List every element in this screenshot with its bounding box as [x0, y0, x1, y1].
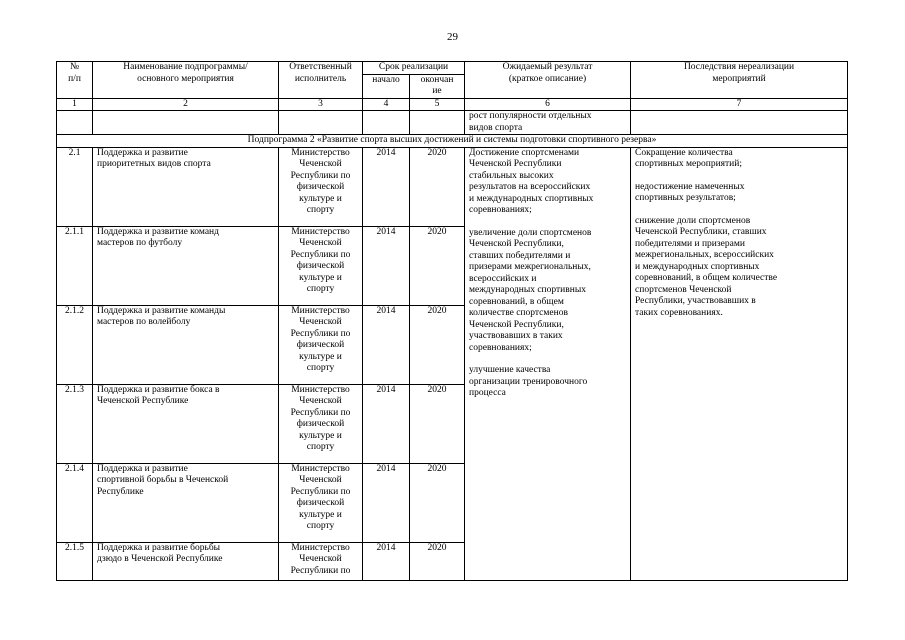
row-end: 2020 [410, 463, 465, 542]
row-num: 2.1.3 [57, 384, 93, 463]
col-num-4: 4 [363, 98, 410, 111]
row-num: 2.1 [57, 147, 93, 226]
row-end: 2020 [410, 384, 465, 463]
subprogram-row [57, 135, 848, 148]
row-start: 2014 [363, 542, 410, 580]
header-num: № п/п [57, 62, 93, 99]
expected-results [465, 147, 631, 580]
consequences [631, 147, 848, 580]
header-executor: Ответственный исполнитель [279, 62, 363, 99]
column-numbers-row [57, 98, 848, 111]
row-name: Поддержка и развитие спортивной борьбы в Чеченской Республике [93, 463, 279, 542]
result-item: увеличение доли спортсменов Чеченской Республики, ставших победителями и призерами межрегиональных, всероссийских и международных спортивных соревнований, в общем количестве спортсменов Чеченской Республики, участвовавших в таких соревнованиях; [469, 227, 592, 353]
subprogram-title: Подпрограмма 2 «Развитие спорта высших достижений и системы подготовки спортивного резерва» [57, 135, 848, 148]
row-end: 2020 [410, 542, 465, 580]
col-num-5: 5 [410, 98, 465, 111]
row-start: 2014 [363, 305, 410, 384]
result-item: Достижение спортсменами Чеченской Республики стабильных высоких результатов на всероссийских и международных спортивных соревнованиях; [469, 147, 594, 215]
continuation-row [57, 111, 848, 135]
row-executor: Министерство Чеченской Республики по физической культуре и спорту [279, 305, 363, 384]
header-result: Ожидаемый результат (краткое описание) [465, 62, 631, 99]
row-name: Поддержка и развитие команды мастеров по волейболу [93, 305, 279, 384]
header-start: начало [363, 74, 410, 98]
col-num-3: 3 [279, 98, 363, 111]
header-row [57, 62, 848, 75]
result-item: улучшение качества организации тренировочного процесса [469, 365, 588, 398]
row-num: 2.1.1 [57, 226, 93, 305]
header-end: окончан ие [410, 74, 465, 98]
row-executor: Министерство Чеченской Республики по физической культуре и спорту [279, 463, 363, 542]
consequence-item: Сокращение количества спортивных мероприятий; [635, 147, 742, 169]
row-end: 2020 [410, 305, 465, 384]
row-name: Поддержка и развитие борьбы дзюдо в Чеченской Республике [93, 542, 279, 580]
row-executor: Министерство Чеченской Республики по физической культуре и спорту [279, 384, 363, 463]
col-num-1: 1 [57, 98, 93, 111]
header-name: Наименование подпрограммы/ основного мероприятия [93, 62, 279, 99]
row-executor: Министерство Чеченской Республики по [279, 542, 363, 580]
row-executor: Министерство Чеченской Республики по физической культуре и спорту [279, 226, 363, 305]
row-name: Поддержка и развитие приоритетных видов спорта [93, 147, 279, 226]
row-name: Поддержка и развитие команд мастеров по футболу [93, 226, 279, 305]
table-row [57, 147, 848, 226]
header-consequences: Последствия нереализации мероприятий [631, 62, 848, 99]
header-period: Срок реализации [363, 62, 465, 75]
row-start: 2014 [363, 384, 410, 463]
row-num: 2.1.4 [57, 463, 93, 542]
row-num: 2.1.2 [57, 305, 93, 384]
col-num-7: 7 [631, 98, 848, 111]
col-num-6: 6 [465, 98, 631, 111]
consequence-item: снижение доли спортсменов Чеченской Республики, ставших победителями и призерами межрегиональных, всероссийских и международных спортивных соревнований, в общем количестве спортсменов Чеченской Республики, участвовавших в таких соревнованиях. [635, 215, 778, 318]
row-start: 2014 [363, 463, 410, 542]
continuation-text: рост популярности отдельных видов спорта [465, 111, 631, 135]
page-number: 29 [447, 31, 458, 43]
consequence-item: недостижение намеченных спортивных результатов; [635, 181, 745, 203]
row-end: 2020 [410, 226, 465, 305]
col-num-2: 2 [93, 98, 279, 111]
row-name: Поддержка и развитие бокса в Чеченской Республике [93, 384, 279, 463]
row-executor: Министерство Чеченской Республики по физической культуре и спорту [279, 147, 363, 226]
row-start: 2014 [363, 147, 410, 226]
row-start: 2014 [363, 226, 410, 305]
row-num: 2.1.5 [57, 542, 93, 580]
program-table [56, 61, 848, 581]
row-end: 2020 [410, 147, 465, 226]
